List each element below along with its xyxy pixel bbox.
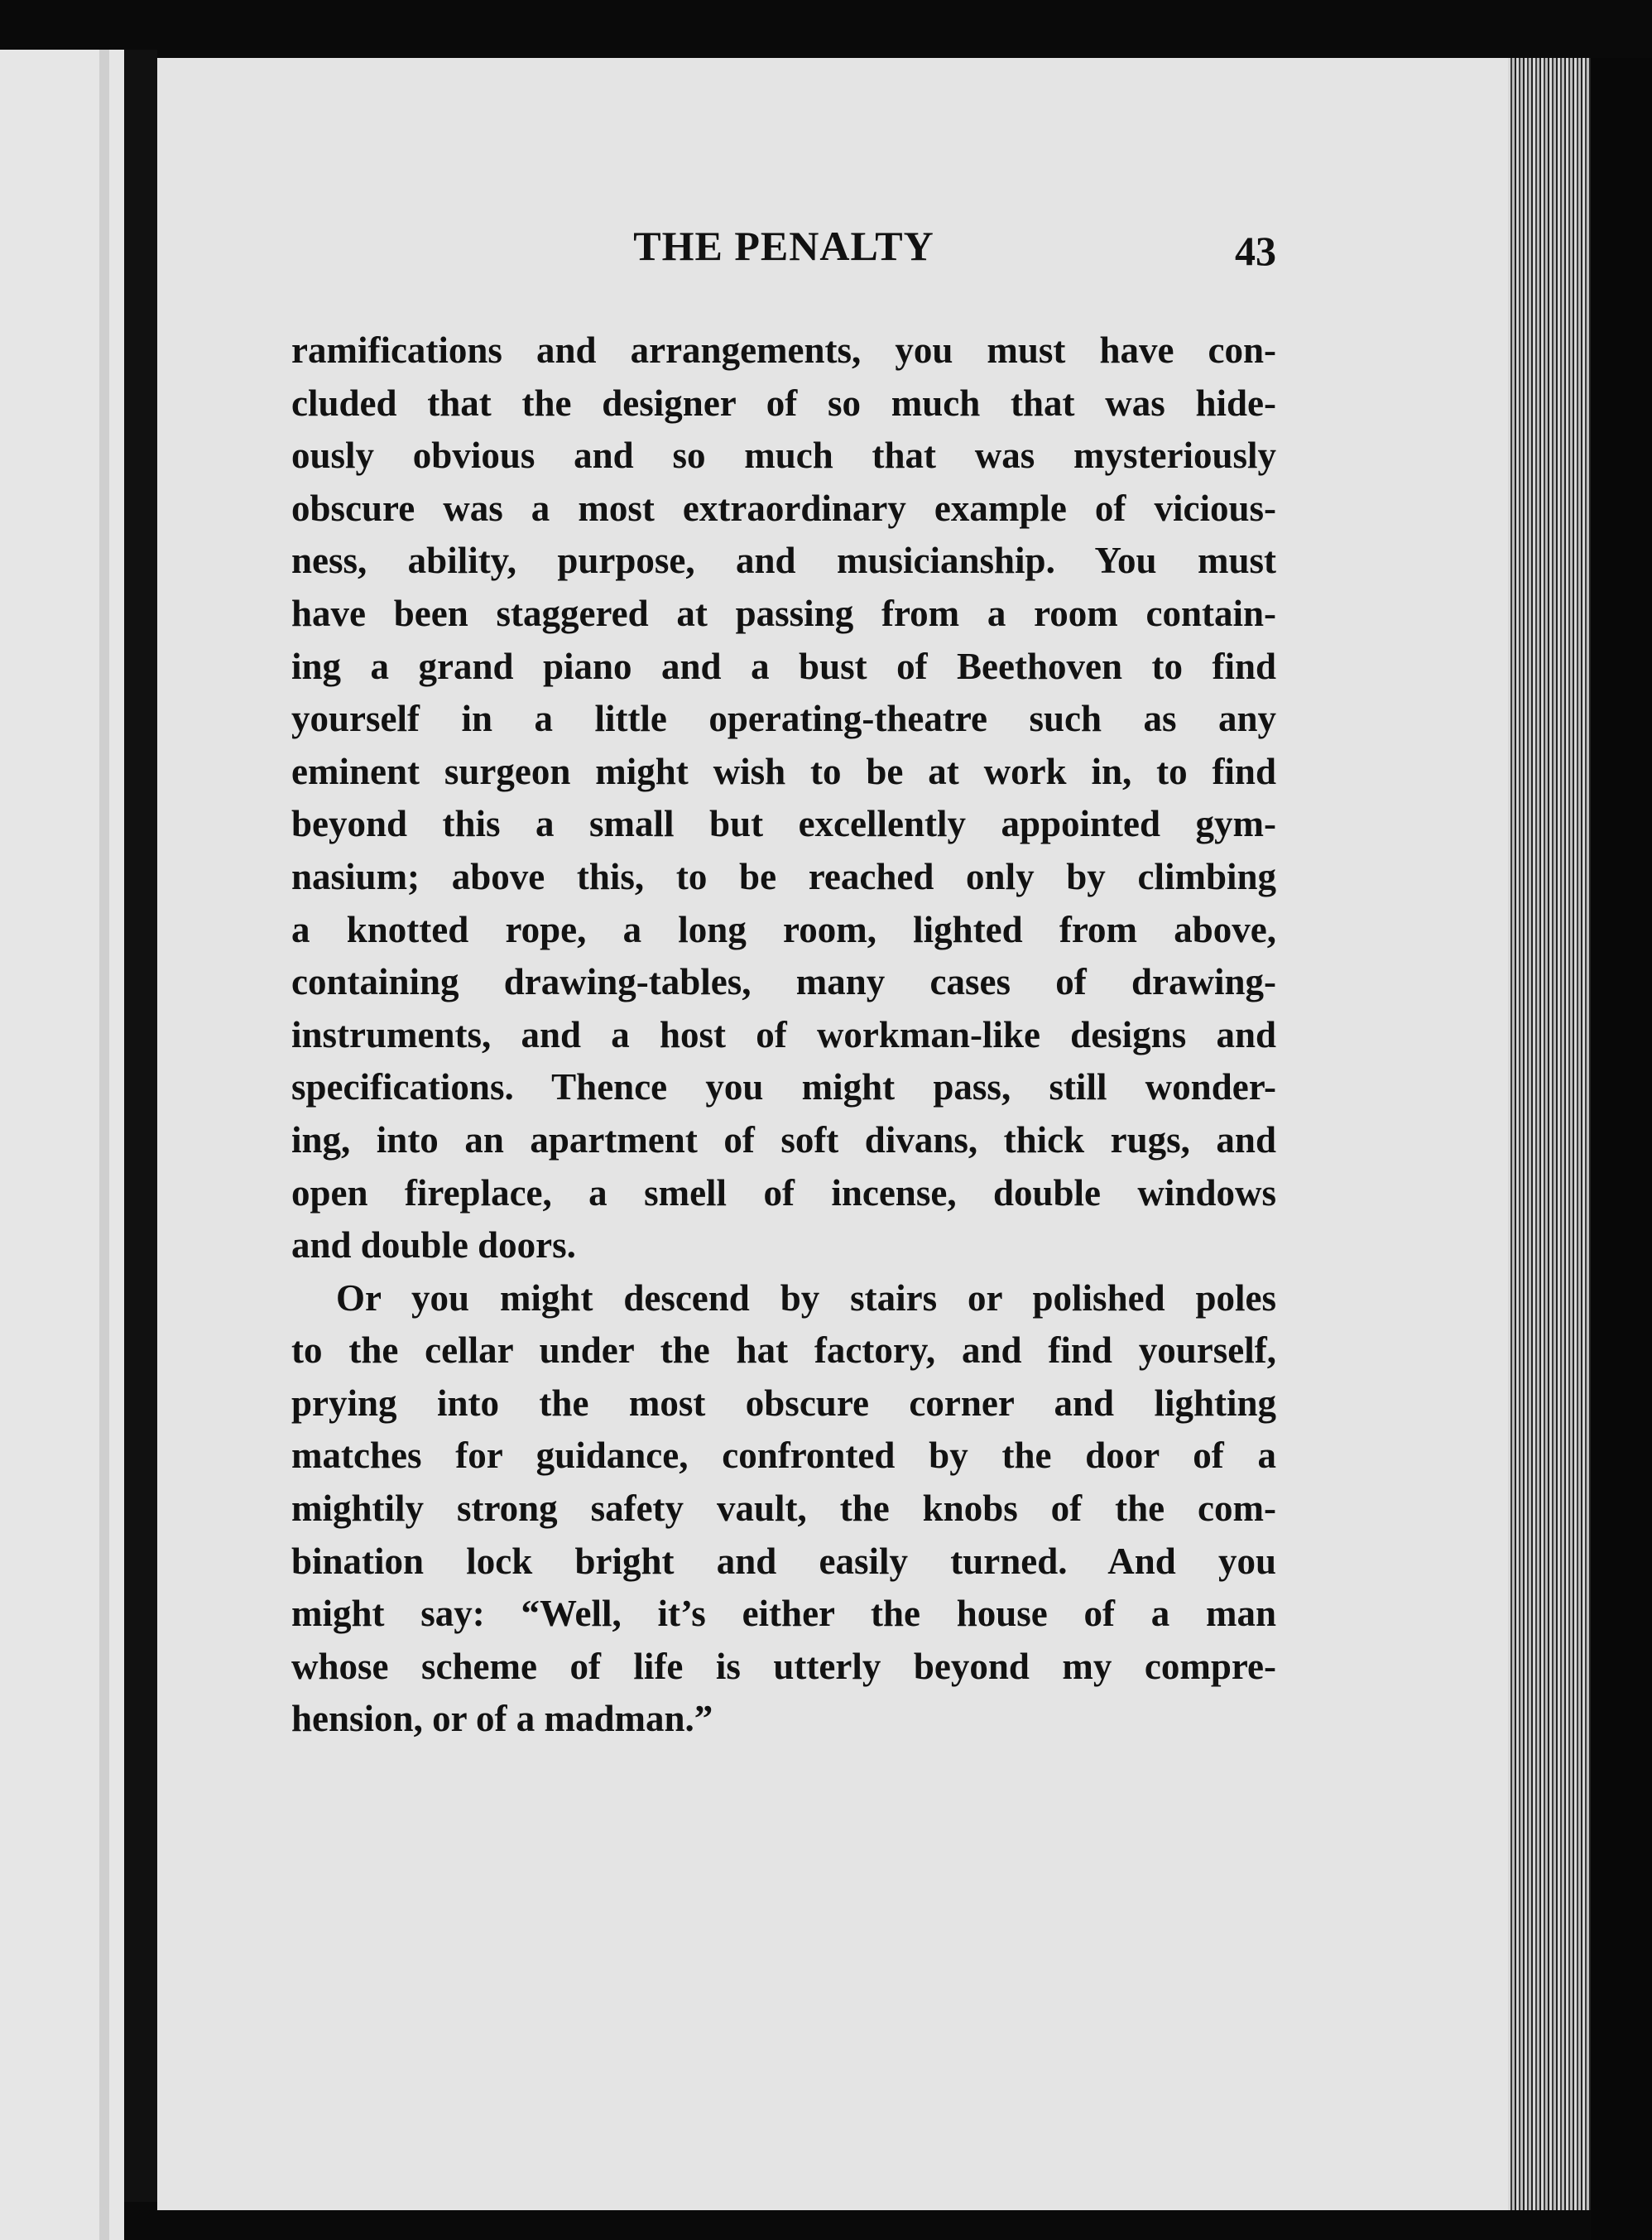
text-line: instruments, and a host of workman-like designs and xyxy=(291,1013,1276,1055)
text-line: have been staggered at passing from a room contain- xyxy=(291,592,1276,634)
body-text xyxy=(291,324,1276,1746)
text-line: ing a grand piano and a bust of Beethoven to find xyxy=(291,645,1276,687)
text-line: matches for guidance, confronted by the door of a xyxy=(291,1435,1276,1477)
text-line: mightily strong safety vault, the knobs of the com- xyxy=(291,1488,1276,1530)
text-line: ously obvious and so much that was mysteriously xyxy=(291,435,1276,477)
text-line: to the cellar under the hat factory, and find yourself, xyxy=(291,1329,1276,1372)
scan-border-right xyxy=(1591,58,1652,2240)
text-line: prying into the most obscure corner and lighting xyxy=(291,1382,1276,1424)
page-header xyxy=(291,222,1276,288)
text-line: whose scheme of life is utterly beyond my compre- xyxy=(291,1645,1276,1687)
text-line: a knotted rope, a long room, lighted from above, xyxy=(291,908,1276,950)
text-line: obscure was a most extraordinary example of vicious- xyxy=(291,487,1276,529)
page-number: 43 xyxy=(1235,228,1276,274)
text-line: hension, or of a madman.” xyxy=(291,1698,713,1740)
previous-page-shadow xyxy=(99,50,109,2240)
text-line: open fireplace, a smell of incense, double windows xyxy=(291,1171,1276,1214)
text-line: might say: “Well, it’s either the house of a man xyxy=(291,1593,1276,1635)
text-line: ramifications and arrangements, you must have con- xyxy=(291,329,1276,371)
page-stack-edges xyxy=(1508,58,1591,2210)
text-line: bination lock bright and easily turned. And you xyxy=(291,1540,1276,1582)
text-line: containing drawing-tables, many cases of drawing- xyxy=(291,961,1276,1003)
text-line: specifications. Thence you might pass, still wonder- xyxy=(291,1066,1276,1108)
text-line: and double doors. xyxy=(291,1224,576,1267)
text-line: eminent surgeon might wish to be at work in, to find xyxy=(291,750,1276,792)
text-line: cluded that the designer of so much that was hide- xyxy=(291,382,1276,424)
book-gutter xyxy=(124,50,157,2202)
text-line: ness, ability, purpose, and musicianship. You must xyxy=(291,540,1276,582)
text-line: Or you might descend by stairs or polished poles xyxy=(336,1276,1276,1319)
running-head: THE PENALTY xyxy=(633,223,934,269)
paragraph-2 xyxy=(291,1272,1276,1746)
paragraph-1 xyxy=(291,324,1276,1272)
text-line: ing, into an apartment of soft divans, thick rugs, and xyxy=(291,1118,1276,1161)
text-line: nasium; above this, to be reached only by climbing xyxy=(291,855,1276,897)
text-line: beyond this a small but excellently appointed gym- xyxy=(291,803,1276,845)
text-line: yourself in a little operating-theatre such as any xyxy=(291,698,1276,740)
